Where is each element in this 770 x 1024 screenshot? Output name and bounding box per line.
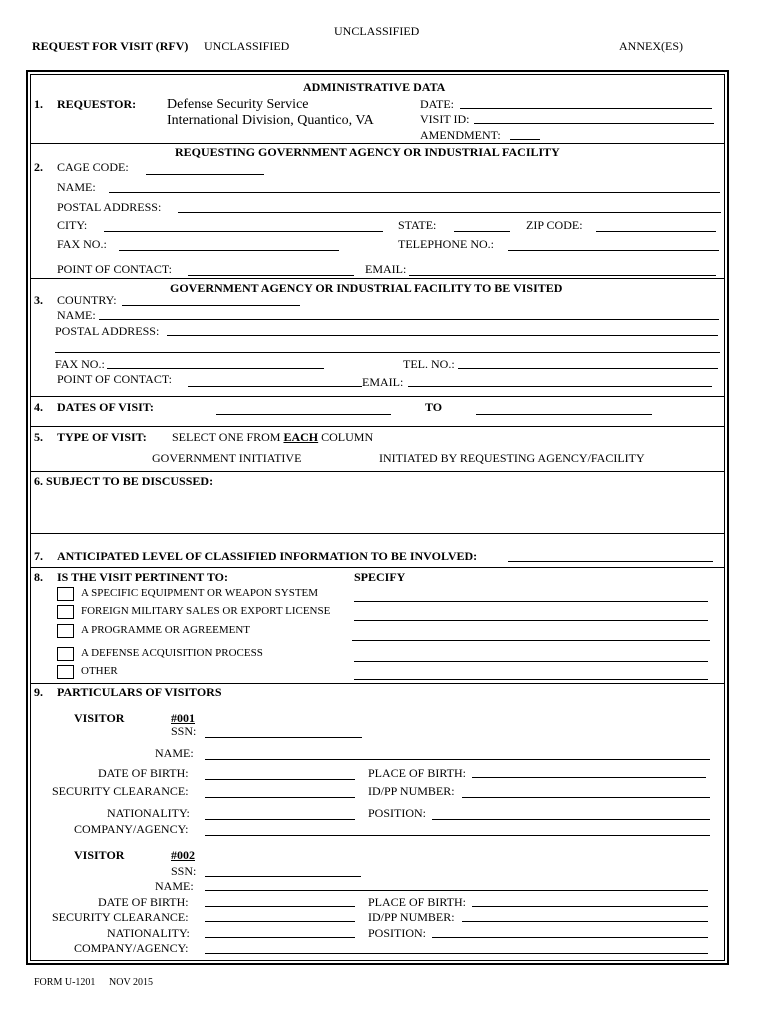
divider	[31, 278, 725, 279]
divider	[31, 683, 725, 684]
subject-field[interactable]	[34, 490, 722, 532]
visitor-2-nationality-label: NATIONALITY:	[107, 926, 190, 940]
visitor-2-label: VISITOR	[74, 848, 125, 862]
dates-label: DATES OF VISIT:	[57, 400, 154, 414]
requestor-name: Defense Security Service	[167, 97, 309, 112]
specify-label: SPECIFY	[354, 570, 406, 584]
visitor-2-clearance-field[interactable]	[205, 921, 355, 922]
section-3-number: 3.	[34, 293, 43, 307]
option-programme-label: A PROGRAMME OR AGREEMENT	[81, 624, 250, 636]
section-2-number: 2.	[34, 160, 43, 174]
section-8-number: 8.	[34, 570, 43, 584]
telephone-label: TELEPHONE NO.:	[398, 237, 494, 251]
requesting-name-label: NAME:	[57, 180, 96, 194]
cage-code-field[interactable]	[146, 174, 264, 175]
requestor-location: International Division, Quantico, VA	[167, 113, 374, 128]
visitor-1-dob-field[interactable]	[205, 779, 355, 780]
visitor-2-pob-label: PLACE OF BIRTH:	[368, 895, 466, 909]
requesting-heading: REQUESTING GOVERNMENT AGENCY OR INDUSTRIAL FACILITY	[175, 145, 560, 159]
amendment-label: AMENDMENT:	[420, 128, 501, 142]
fax-label: FAX NO.:	[57, 237, 107, 251]
specify-programme-field[interactable]	[352, 640, 710, 641]
cage-code-label: CAGE CODE:	[57, 160, 129, 174]
visited-fax-field[interactable]	[107, 368, 324, 369]
annex-label: ANNEX(ES)	[619, 39, 683, 53]
level-field[interactable]	[508, 561, 713, 562]
divider	[31, 533, 725, 534]
checkbox-fms[interactable]	[57, 605, 74, 619]
date-field[interactable]	[460, 108, 712, 109]
visited-name-label: NAME:	[57, 308, 96, 322]
visit-id-field[interactable]	[474, 123, 714, 124]
visitor-1-idpp-field[interactable]	[462, 797, 710, 798]
requesting-postal-field[interactable]	[178, 212, 721, 213]
visited-name-field[interactable]	[99, 319, 719, 320]
requesting-postal-label: POSTAL ADDRESS:	[57, 200, 162, 214]
visitor-2-position-field[interactable]	[432, 937, 708, 938]
divider	[31, 567, 725, 568]
admin-heading: ADMINISTRATIVE DATA	[303, 80, 446, 94]
email-field[interactable]	[409, 275, 716, 276]
specify-other-field[interactable]	[354, 679, 708, 680]
email-label: EMAIL:	[365, 262, 407, 276]
divider	[31, 143, 725, 144]
zip-code-label: ZIP CODE:	[526, 218, 583, 232]
visited-tel-label: TEL. NO.:	[403, 357, 455, 371]
visitor-2-name-field[interactable]	[205, 890, 708, 891]
requesting-name-field[interactable]	[109, 192, 720, 193]
type-label: TYPE OF VISIT:	[57, 430, 147, 444]
city-label: CITY:	[57, 218, 88, 232]
visitor-1-idpp-label: ID/PP NUMBER:	[368, 784, 455, 798]
visitor-1-clearance-field[interactable]	[205, 797, 355, 798]
state-field[interactable]	[454, 231, 510, 232]
specify-fms-field[interactable]	[354, 620, 708, 621]
visitor-2-name-label: NAME:	[155, 879, 194, 893]
visited-poc-label: POINT OF CONTACT:	[57, 372, 172, 386]
visitor-1-nationality-field[interactable]	[205, 819, 355, 820]
visited-heading: GOVERNMENT AGENCY OR INDUSTRIAL FACILITY TO BE VISITED	[170, 281, 563, 295]
visited-postal-label: POSTAL ADDRESS:	[55, 324, 160, 338]
option-other-label: OTHER	[81, 665, 118, 677]
divider	[31, 396, 725, 397]
type-instruction	[172, 430, 373, 445]
type-instruction-post: COLUMN	[318, 430, 374, 444]
checkbox-acquisition[interactable]	[57, 647, 74, 661]
visitor-2-number: #002	[171, 848, 195, 862]
section-1-number: 1.	[34, 97, 43, 111]
visitor-1-ssn-field[interactable]	[205, 737, 362, 738]
visitor-1-label: VISITOR	[74, 711, 125, 725]
form-number: FORM U-1201	[34, 977, 96, 988]
visited-email-label: EMAIL:	[362, 375, 404, 389]
visitor-1-name-label: NAME:	[155, 746, 194, 760]
visitor-2-company-label: COMPANY/AGENCY:	[74, 941, 189, 955]
visitor-2-dob-label: DATE OF BIRTH:	[98, 895, 189, 909]
city-field[interactable]	[104, 231, 383, 232]
visitor-1-pob-label: PLACE OF BIRTH:	[368, 766, 466, 780]
section-7-number: 7.	[34, 549, 43, 563]
visited-poc-field[interactable]	[188, 386, 362, 387]
visited-email-field[interactable]	[408, 386, 712, 387]
visited-tel-field[interactable]	[458, 368, 718, 369]
fax-field[interactable]	[119, 250, 339, 251]
visitor-2-clearance-label: SECURITY CLEARANCE:	[52, 910, 189, 924]
classification-top: UNCLASSIFIED	[334, 24, 420, 38]
divider	[31, 426, 725, 427]
checkbox-programme[interactable]	[57, 624, 74, 638]
visited-postal-field-2[interactable]	[55, 352, 720, 353]
type-instruction-each: EACH	[283, 430, 319, 444]
visitor-1-name-field[interactable]	[205, 759, 710, 760]
date-label: DATE:	[420, 97, 454, 111]
telephone-field[interactable]	[508, 250, 719, 251]
option-fms-label: FOREIGN MILITARY SALES OR EXPORT LICENSE	[81, 605, 331, 617]
government-initiative-option[interactable]: GOVERNMENT INITIATIVE	[152, 451, 302, 465]
date-to-field[interactable]	[476, 414, 652, 415]
specify-equipment-field[interactable]	[354, 601, 708, 602]
section-5-number: 5.	[34, 430, 43, 444]
form-title: REQUEST FOR VISIT (RFV)	[32, 39, 189, 53]
visited-postal-field[interactable]	[167, 335, 718, 336]
checkbox-other[interactable]	[57, 665, 74, 679]
checkbox-equipment[interactable]	[57, 587, 74, 601]
level-label: ANTICIPATED LEVEL OF CLASSIFIED INFORMATION TO BE INVOLVED:	[57, 549, 478, 563]
visitor-2-dob-field[interactable]	[205, 906, 355, 907]
divider	[31, 471, 725, 472]
visit-id-label: VISIT ID:	[420, 112, 470, 126]
state-label: STATE:	[398, 218, 437, 232]
country-field[interactable]	[122, 305, 300, 306]
visitor-1-clearance-label: SECURITY CLEARANCE:	[52, 784, 189, 798]
visitor-2-ssn-field[interactable]	[205, 876, 361, 877]
country-label: COUNTRY:	[57, 293, 117, 307]
dates-to-label: TO	[425, 400, 443, 414]
poc-field[interactable]	[188, 275, 354, 276]
visitor-1-company-field[interactable]	[205, 835, 710, 836]
visitor-1-number: #001	[171, 711, 195, 725]
requestor-label: REQUESTOR:	[57, 97, 137, 111]
visitor-1-ssn-label: SSN:	[171, 724, 197, 738]
poc-label: POINT OF CONTACT:	[57, 262, 172, 276]
visitor-1-nationality-label: NATIONALITY:	[107, 806, 190, 820]
option-equipment-label: A SPECIFIC EQUIPMENT OR WEAPON SYSTEM	[81, 587, 319, 599]
pertinent-label: IS THE VISIT PERTINENT TO:	[57, 570, 228, 584]
visitor-2-company-field[interactable]	[205, 953, 708, 954]
visitor-1-position-field[interactable]	[432, 819, 710, 820]
visitor-1-company-label: COMPANY/AGENCY:	[74, 822, 189, 836]
visitors-label: PARTICULARS OF VISITORS	[57, 685, 222, 699]
visited-fax-label: FAX NO.:	[55, 357, 105, 371]
visitor-1-pob-field[interactable]	[472, 777, 706, 778]
visitor-1-dob-label: DATE OF BIRTH:	[98, 766, 189, 780]
visitor-1-position-label: POSITION:	[368, 806, 427, 820]
subject-label: 6. SUBJECT TO BE DISCUSSED:	[34, 474, 214, 488]
option-acquisition-label: A DEFENSE ACQUISITION PROCESS	[81, 647, 263, 659]
classification-left: UNCLASSIFIED	[204, 39, 290, 53]
type-instruction-pre: SELECT ONE FROM	[172, 430, 284, 444]
visitor-2-nationality-field[interactable]	[205, 937, 355, 938]
visitor-2-idpp-field[interactable]	[462, 921, 708, 922]
section-4-number: 4.	[34, 400, 43, 414]
visitor-2-pob-field[interactable]	[472, 906, 708, 907]
visitor-2-idpp-label: ID/PP NUMBER:	[368, 910, 455, 924]
date-from-field[interactable]	[216, 414, 391, 415]
specify-acquisition-field[interactable]	[354, 661, 708, 662]
zip-code-field[interactable]	[596, 231, 716, 232]
amendment-field[interactable]	[510, 139, 540, 140]
requesting-agency-option[interactable]: INITIATED BY REQUESTING AGENCY/FACILITY	[379, 451, 645, 465]
visitor-2-ssn-label: SSN:	[171, 864, 197, 878]
visitor-2-position-label: POSITION:	[368, 926, 427, 940]
section-9-number: 9.	[34, 685, 43, 699]
form-date: NOV 2015	[109, 977, 153, 988]
